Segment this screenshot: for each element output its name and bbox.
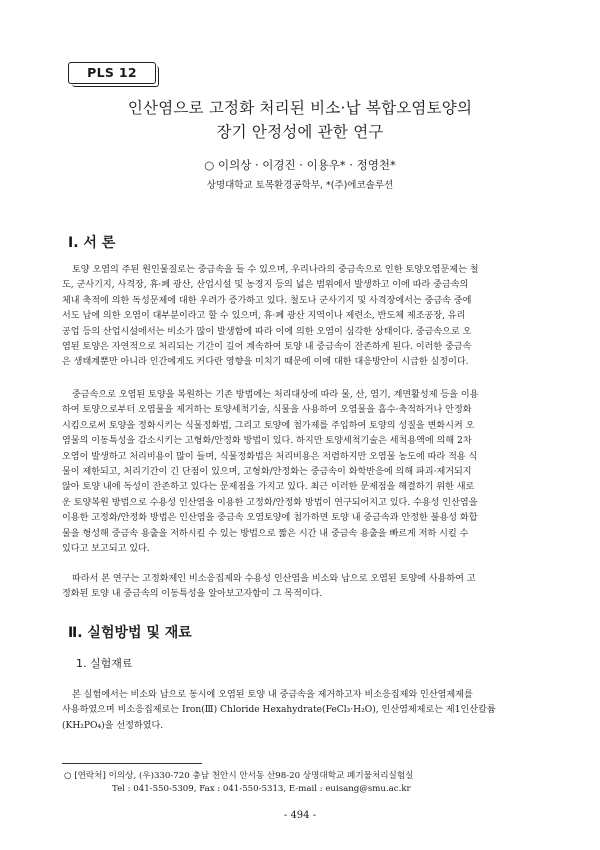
- subsection-heading-materials: 1. 실험재료: [76, 657, 133, 670]
- section-heading-methods: Ⅱ. 실험방법 및 재료: [68, 625, 192, 641]
- text-line: 본 실험에서는 비소와 납으로 동시에 오염된 토양 내 중금속을 제거하고자 비소응집제와 인산염제제를: [72, 690, 473, 700]
- text-line: 운 토양복원 방법으로 수용성 인산염을 이용한 고정화/안정화 방법이 연구되어지고 있다. 수용성 인산염을: [62, 497, 478, 508]
- affiliation: 상명대학교 토목환경공학부, *(주)에코솔루션: [206, 180, 394, 191]
- paper-title-line2: 장기 안정성에 관한 연구: [216, 123, 384, 141]
- text-line: 시킴으로써 토양을 정화시키는 식물정화법, 그리고 토양에 첨가제를 주입하여 토양의 성질을 변화시켜 오: [62, 420, 475, 431]
- text-line: (KH₂PO₄)을 선정하였다.: [62, 720, 164, 731]
- text-line: 오염이 발생하고 처리비용이 많이 들며, 식물정화법은 처리비용은 저렴하지만 오염물 농도에 따라 적용 식: [62, 451, 478, 462]
- paragraph-3: [62, 572, 540, 603]
- paper-title-line1: 인산염으로 고정화 처리된 비소·납 복합오염토양의: [127, 99, 473, 117]
- paragraph-1: [62, 263, 540, 371]
- text-line: 도, 군사기지, 사격장, 휴·폐 광산, 산업시설 및 농경지 등의 넓은 범위에서 발생하고 이에 따라 중금속의: [62, 280, 469, 291]
- text-line: 체내 축적에 의한 독성문제에 대한 우려가 증가하고 있다. 철도나 군사기지 및 사격장에서는 중금속 중에: [62, 295, 472, 306]
- text-line: 이용한 고정화/안정화 방법은 인산염을 중금속 오염토양에 첨가하면 토양 내 중금속과 안정한 불용성 화합: [62, 513, 478, 524]
- author-list: ○ 이의상 · 이경진 · 이용우* · 정영천*: [204, 158, 396, 172]
- text-line: 따라서 본 연구는 고정화제인 비소응집제와 수용성 인산염을 비소와 납으로 오염된 토양에 사용하여 고: [72, 574, 476, 584]
- text-line: 중금속으로 오염된 토양을 복원하는 기존 방법에는 처리대상에 따라 물, 산, 염기, 계면활성제 등을 이용: [72, 390, 479, 400]
- text-line: 있다고 보고되고 있다.: [62, 544, 150, 555]
- text-line: 하여 토양으로부터 오염물을 제거하는 토양세척기술, 식물을 사용하여 오염물을 흡수·축적하거나 안정화: [62, 405, 472, 416]
- text-line: 않아 토양 내에 독성이 잔존하고 있다는 문제점을 가지고 있다. 최근 이러한 문제점을 해결하기 위한 새로: [62, 482, 475, 493]
- text-line: 염물의 이동특성을 감소시키는 고형화/안정화 방법이 있다. 하지만 토양세척기술은 세척용액에 의해 2차: [62, 436, 472, 447]
- footnote-phone-email: Tel : 041-550-5309, Fax : 041-550-5313, E-mail : euisang@smu.ac.kr: [112, 784, 411, 794]
- text-line: 정화된 토양 내 중금속의 이동특성을 알아보고자함이 그 목적이다.: [62, 589, 323, 600]
- section-heading-introduction: Ⅰ. 서 론: [68, 235, 116, 251]
- paragraph-2: [62, 388, 540, 557]
- paragraph-4: [62, 688, 540, 734]
- text-line: 공업 등의 산업시설에서는 비소가 많이 발생함에 따라 이에 의한 오염이 심각한 상태이다. 중금속으로 오: [62, 326, 472, 337]
- page-number: - 494 -: [283, 810, 317, 821]
- footnote-contact: ○ [연락처] 이의상, (우)330-720 충남 천안시 안서동 산98-20 상명대학교 폐기물처리실험실: [64, 771, 414, 781]
- text-line: 사용하였으며 비소응집제로는 Iron(Ⅲ) Chloride Hexahydrate(FeCl₃·H₂O), 인산염제제로는 제1인산칼륨: [62, 705, 496, 716]
- text-line: 물을 형성해 중금속 용출을 저하시킬 수 있는 방법으로 짧은 시간 내 중금속 용출을 빠르게 저하 시킬 수: [62, 528, 469, 539]
- text-line: 은 생태계뿐만 아니라 인간에게도 커다란 영향을 미치기 때문에 이에 대한 대응방안이 시급한 실정이다.: [62, 357, 469, 368]
- text-line: 서도 납에 의한 오염이 대부분이라고 할 수 있으며, 휴·폐 광산 지역이나 제련소, 반도체 제조공장, 유리: [62, 311, 466, 322]
- session-badge: PLS 12: [68, 62, 156, 84]
- footnote-divider: [62, 763, 202, 764]
- text-line: 물이 제한되고, 처리기간이 긴 단점이 있으며, 고형화/안정화는 중금속이 화학반응에 의해 파괴·제거되지: [62, 467, 472, 478]
- text-line: 토양 오염의 주된 원인물질로는 중금속을 들 수 있으며, 우리나라의 중금속으로 인한 토양오염문제는 철: [72, 265, 479, 275]
- text-line: 염된 토양은 자연적으로 처리되는 기간이 길어 계속하여 토양 내 중금속이 잔존하게 된다. 이러한 중금속: [62, 342, 472, 353]
